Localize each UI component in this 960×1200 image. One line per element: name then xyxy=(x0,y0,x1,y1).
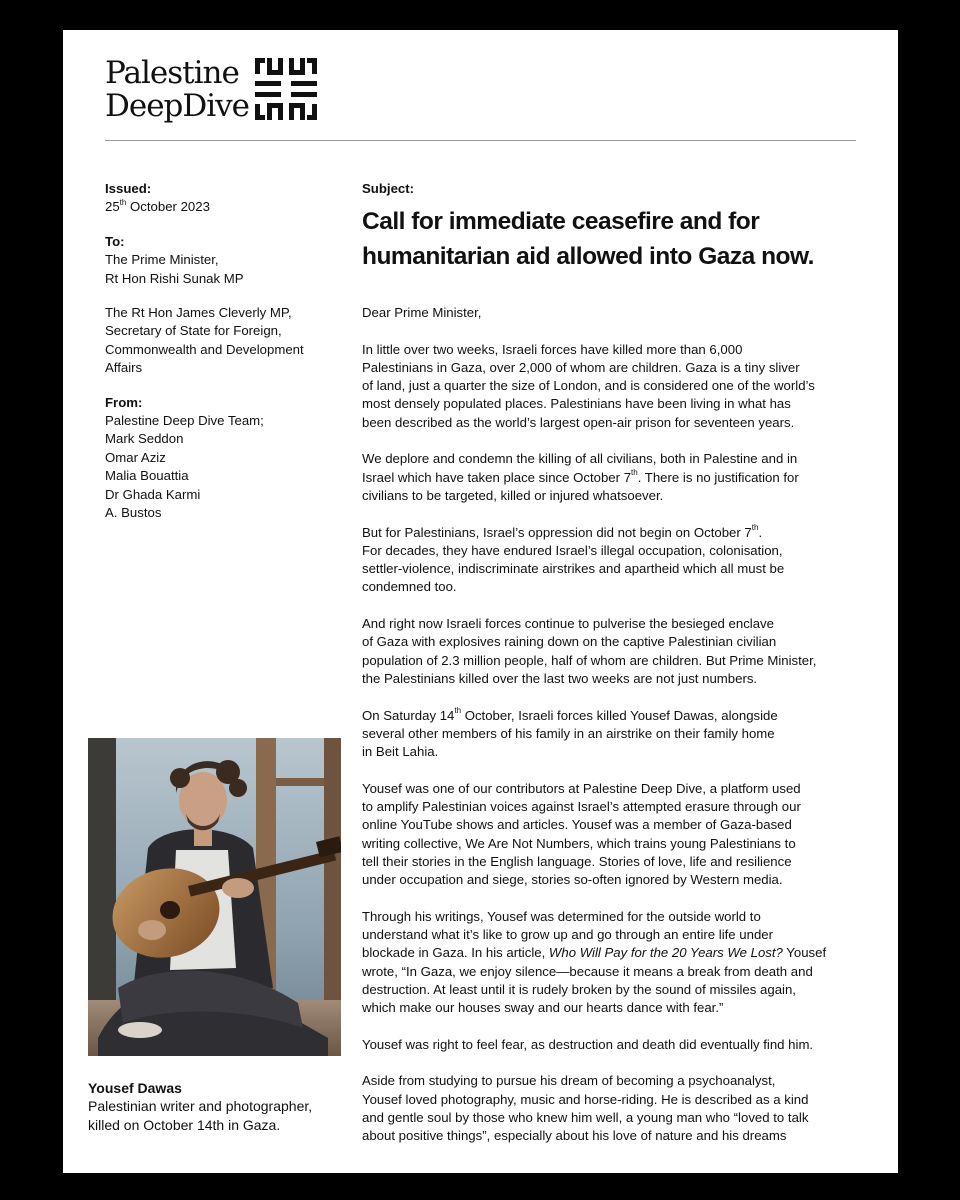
text-line: the Palestinians killed over the last two weeks are not just numbers. xyxy=(362,670,758,686)
cc-block xyxy=(105,304,345,378)
text-line: In little over two weeks, Israeli forces have killed more than 6,000 xyxy=(362,341,743,357)
paragraph xyxy=(362,1072,862,1145)
paragraph xyxy=(362,524,862,597)
text-line: several other members of his family in an airstrike on their family home xyxy=(362,725,775,741)
from-block xyxy=(105,394,345,523)
article-title: Who Will Pay for the 20 Years We Lost? xyxy=(548,945,783,961)
caption-line: killed on October 14th in Gaza. xyxy=(88,1116,281,1133)
paragraph xyxy=(362,450,862,505)
text-line xyxy=(362,707,862,725)
text-line: settler-violence, indiscriminate airstrikes and apartheid which all must be xyxy=(362,561,785,577)
text-line: Palestinians in Gaza, over 2,000 of whom are children. Gaza is a tiny sliver xyxy=(362,359,800,375)
letter-text xyxy=(362,304,862,1146)
text-line: civilians to be targeted, killed or injured whatsoever. xyxy=(362,487,664,503)
headline-line: humanitarian aid allowed into Gaza now. xyxy=(362,243,814,270)
text-line: to amplify Palestinian voices against Israel’s attempted erasure through our xyxy=(362,799,801,815)
paragraph xyxy=(362,780,862,890)
ordinal-suffix: th xyxy=(631,468,638,478)
paragraph xyxy=(362,341,862,432)
from-line: Malia Bouattia xyxy=(105,468,189,484)
text-line: Aside from studying to pursue his dream of becoming a psychoanalyst, xyxy=(362,1073,776,1089)
text-line: and gentle soul by those who knew him well, a young man who “loved to talk xyxy=(362,1110,809,1126)
text-line: Yousef loved photography, music and horse-riding. He is described as a kind xyxy=(362,1091,809,1107)
text-line: Yousef was one of our contributors at Palestine Deep Dive, a platform used xyxy=(362,780,801,796)
text-line xyxy=(362,944,862,962)
to-block xyxy=(105,233,345,288)
issued-label: Issued: xyxy=(105,181,152,196)
text-line: destruction. At least until it is rudely broken by the sound of missiles again, xyxy=(362,981,796,997)
cc-line: Affairs xyxy=(105,360,143,376)
caption-name: Yousef Dawas xyxy=(88,1080,182,1096)
text-line: writing collective, We Are Not Numbers, which trains young Palestinians to xyxy=(362,835,796,851)
from-line: A. Bustos xyxy=(105,505,162,521)
ordinal-suffix: th xyxy=(454,706,462,716)
text-segment: blockade in Gaza. In his article, xyxy=(362,945,549,961)
text-segment: On Saturday 14 xyxy=(362,707,455,723)
portrait-illustration xyxy=(88,738,341,1056)
from-line: Palestine Deep Dive Team; xyxy=(105,413,264,429)
subject-headline xyxy=(362,204,862,274)
text-line: most densely populated places. Palestinians have been living in what has xyxy=(362,396,791,412)
logo-wordmark xyxy=(105,57,249,123)
from-line: Dr Ghada Karmi xyxy=(105,486,201,502)
from-line: Omar Aziz xyxy=(105,449,166,465)
letter-body xyxy=(362,180,862,1164)
text-line: under occupation and siege, stories so-often ignored by Western media. xyxy=(362,872,783,888)
to-label: To: xyxy=(105,233,125,249)
text-line: understand what it’s like to grow up and go through an entire life under xyxy=(362,927,774,943)
cc-line: Secretary of State for Foreign, xyxy=(105,323,282,339)
logo-line-2: DeepDive xyxy=(105,88,250,124)
text-segment: Israel which have taken place since October 7 xyxy=(362,469,632,485)
photo-caption xyxy=(88,1079,348,1134)
text-line: of land, just a quarter the size of London, and is considered one of the world’s xyxy=(362,378,815,394)
logo xyxy=(105,54,319,126)
paragraph xyxy=(362,707,862,762)
text-line: And right now Israeli forces continue to pulverise the besieged enclave xyxy=(362,616,774,632)
from-line: Mark Seddon xyxy=(105,431,184,447)
text-segment: October, Israeli forces killed Yousef Dawas, alongside xyxy=(461,707,778,723)
text-line: Yousef was right to feel fear, as destruction and death did eventually find him. xyxy=(362,1036,814,1052)
text-line: in Beit Lahia. xyxy=(362,744,439,760)
text-segment: . xyxy=(758,524,763,540)
salutation: Dear Prime Minister, xyxy=(362,305,482,320)
portrait-photo xyxy=(88,738,341,1056)
text-line: online YouTube shows and articles. Yousef was a member of Gaza-based xyxy=(362,817,792,833)
text-line: been described as the world’s largest open-air prison for seventeen years. xyxy=(362,414,795,430)
to-line: The Prime Minister, xyxy=(105,252,219,268)
subject-label: Subject: xyxy=(362,181,415,196)
text-line: tell their stories in the English language. Stories of love, life and resilience xyxy=(362,853,792,869)
text-line: of Gaza with explosives raining down on the captive Palestinian civilian xyxy=(362,634,777,650)
text-segment: . There is no justification for xyxy=(637,469,799,485)
text-line xyxy=(362,469,862,487)
text-line: population of 2.3 million people, half of whom are children. But Prime Minister, xyxy=(362,652,817,668)
text-segment: Yousef xyxy=(782,945,827,961)
paragraph xyxy=(362,908,862,1018)
issued-suffix: th xyxy=(119,198,127,208)
text-line: Through his writings, Yousef was determined for the outside world to xyxy=(362,908,761,924)
issued-block xyxy=(105,180,345,217)
issued-date xyxy=(105,198,345,216)
to-line: Rt Hon Rishi Sunak MP xyxy=(105,270,244,286)
issued-day: 25 xyxy=(105,199,120,215)
text-line: about positive things”, especially about his love of nature and his dreams xyxy=(362,1128,787,1144)
logo-line-1: Palestine xyxy=(105,55,239,91)
logo-mark-icon xyxy=(253,56,319,122)
cc-line: The Rt Hon James Cleverly MP, xyxy=(105,305,292,321)
cc-line: Commonwealth and Development xyxy=(105,341,304,357)
text-line: which make our houses sway and our hearts dance with fear.” xyxy=(362,1000,724,1016)
text-line xyxy=(362,524,862,542)
issued-month-year: October 2023 xyxy=(126,199,210,215)
letter-meta xyxy=(105,180,345,539)
paragraph xyxy=(362,1036,862,1054)
text-line: wrote, “In Gaza, we enjoy silence—because it means a break from death and xyxy=(362,963,813,979)
caption-line: Palestinian writer and photographer, xyxy=(88,1098,313,1115)
ordinal-suffix: th xyxy=(751,523,759,533)
header-divider xyxy=(105,140,856,141)
from-label: From: xyxy=(105,394,143,410)
headline-line: Call for immediate ceasefire and for xyxy=(362,208,760,235)
text-line: condemned too. xyxy=(362,579,457,595)
text-line: We deplore and condemn the killing of all civilians, both in Palestine and in xyxy=(362,451,798,467)
letter-page xyxy=(63,30,898,1173)
text-line: For decades, they have endured Israel’s illegal occupation, colonisation, xyxy=(362,542,783,558)
paragraph xyxy=(362,615,862,688)
text-segment: But for Palestinians, Israel’s oppression did not begin on October 7 xyxy=(362,524,752,540)
